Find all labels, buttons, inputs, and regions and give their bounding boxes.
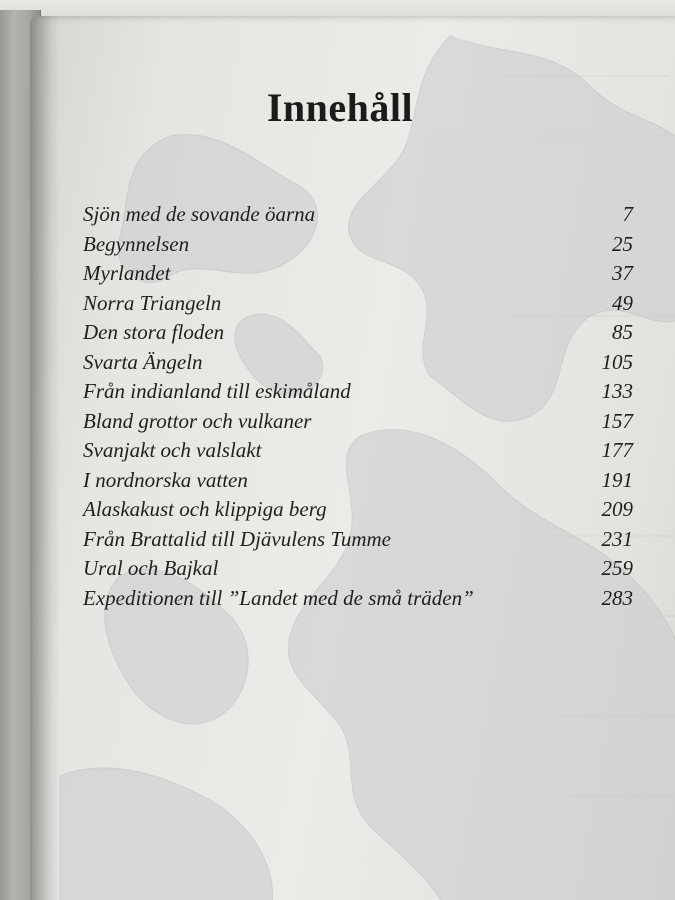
toc-entry [83, 348, 633, 378]
toc-entry [83, 318, 633, 348]
toc-entry-page: 105 [601, 349, 633, 374]
toc-entry-page: 37 [612, 261, 633, 285]
toc-entry-title: Myrlandet [83, 261, 171, 285]
toc-entry-title: Från indianland till eskimåland [83, 379, 351, 403]
toc-entry [83, 289, 633, 319]
toc-entry-title: Norra Triangeln [83, 290, 222, 315]
toc-entry-title: Svanjakt och valslakt [83, 438, 262, 462]
toc-entry-title: Bland grottor och vulkaner [83, 408, 312, 433]
toc-entry-title: I nordnorska vatten [83, 467, 248, 492]
toc-entry [83, 466, 633, 496]
toc-entry-title: Sjön med de sovande öarna [83, 202, 316, 226]
toc-entry-page: 259 [601, 556, 633, 580]
toc-entry [83, 259, 633, 289]
toc-entry-title: Begynnelsen [83, 231, 190, 256]
toc-entry-page: 7 [622, 202, 633, 226]
toc-entry-title: Svarta Ängeln [83, 349, 203, 374]
toc-entry [83, 554, 633, 584]
toc-entry-page: 191 [601, 467, 633, 492]
toc-entry-title: Från Brattalid till Djävulens Tumme [83, 526, 391, 551]
toc-entry-page: 231 [601, 526, 633, 551]
gutter-shadow [30, 16, 60, 900]
toc-entry-page: 133 [601, 379, 633, 403]
toc-entry [83, 200, 633, 230]
toc-entry [83, 436, 633, 466]
toc-entry [83, 495, 633, 525]
toc-entry [83, 407, 633, 437]
toc-entry-page: 157 [601, 408, 633, 433]
toc-entry-page: 85 [612, 320, 633, 344]
toc-entry-title: Den stora floden [83, 320, 225, 344]
toc-entry-page: 25 [612, 231, 633, 256]
toc-entry-page: 283 [601, 585, 633, 610]
book-page [30, 16, 675, 900]
toc-entry-title: Expeditionen till ”Landet med de små träden” [83, 585, 474, 610]
toc-entry [83, 377, 633, 407]
toc-entry [83, 584, 633, 614]
toc-entry-page: 177 [601, 438, 633, 462]
toc-entry-page: 209 [601, 497, 633, 521]
toc-entry [83, 525, 633, 555]
table-of-contents [83, 200, 633, 613]
page-title: Innehåll [266, 85, 414, 130]
toc-entry-title: Alaskakust och klippiga berg [83, 497, 327, 521]
toc-entry-title: Ural och Bajkal [83, 556, 219, 580]
toc-entry-page: 49 [612, 290, 633, 315]
toc-entry [83, 230, 633, 260]
